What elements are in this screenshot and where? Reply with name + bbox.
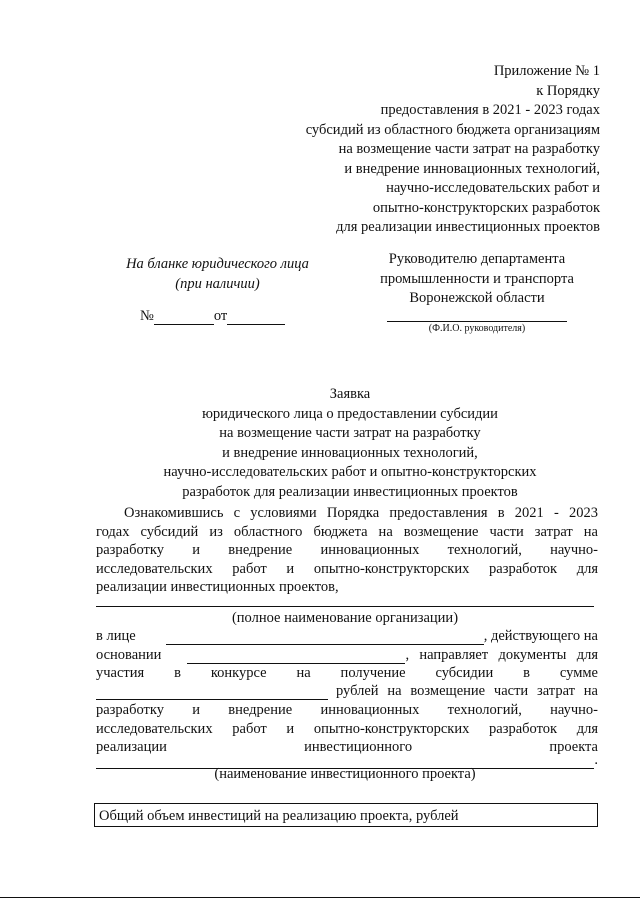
addressee-line: Воронежской области xyxy=(409,290,545,306)
appendix-line: и внедрение инновационных технологий, xyxy=(344,160,600,177)
appendix-line: предоставления в 2021 - 2023 годах xyxy=(380,102,600,118)
person-blank xyxy=(166,630,484,645)
appendix-line: на возмещение части затрат на разработку xyxy=(338,141,600,157)
participation-row xyxy=(96,665,598,682)
appendix-line: к Порядку xyxy=(536,82,600,99)
period: . xyxy=(594,752,598,768)
basis-row xyxy=(96,647,598,664)
amount-blank xyxy=(96,685,328,700)
basis-blank xyxy=(187,649,405,664)
acting-label: , действующего на xyxy=(483,628,598,644)
addressee-line: Руководителю департамента xyxy=(388,251,566,267)
in-person-row xyxy=(96,628,598,645)
letterhead-note xyxy=(100,254,335,294)
appendix-line: опытно-конструкторских разработок xyxy=(372,199,600,216)
letterhead-line: (при наличии) xyxy=(175,276,260,292)
paragraph-line: реализации инвестиционного проекта xyxy=(96,739,598,755)
number-blank xyxy=(154,310,214,325)
document-title xyxy=(100,385,600,502)
appendix-header xyxy=(180,62,600,238)
title-line: разработок для реализации инвестиционных проектов xyxy=(182,483,518,500)
title-line: научно-исследовательских работ и опытно-конструкторских xyxy=(163,464,537,480)
paragraph-line: исследовательских работ и опытно-конструкторских разработок для xyxy=(96,560,598,577)
title-line: на возмещение части затрат на разработку xyxy=(219,425,481,441)
title-line: и внедрение инновационных технологий, xyxy=(222,444,478,461)
from-label: от xyxy=(213,308,228,324)
project-paragraph xyxy=(96,701,598,757)
paragraph-line: реализации инвестиционных проектов, xyxy=(96,579,339,595)
appendix-line: научно-исследовательских работ и xyxy=(386,180,600,196)
page-bottom-rule xyxy=(0,897,640,898)
in-person-label: в лице xyxy=(96,628,136,644)
paragraph-line: разработку и внедрение инновационных технологий, научно- xyxy=(96,702,598,718)
rubles-label: рублей на возмещение части затрат на xyxy=(336,683,598,699)
org-name-blank xyxy=(96,606,594,607)
amount-row xyxy=(96,683,598,700)
sends-label: , направляет документы для xyxy=(405,647,598,663)
title-line: юридического лица о предоставлении субсидии xyxy=(202,405,498,422)
paragraph-line: Ознакомившись с условиями Порядка предоставления в 2021 - 2023 xyxy=(124,505,598,521)
title-line: Заявка xyxy=(329,386,371,402)
participation-label: участия в конкурсе на получение субсидии в сумме xyxy=(96,665,598,681)
investment-total-label: Общий объем инвестиций на реализацию проекта, рублей xyxy=(99,808,459,824)
addressee-line: промышленности и транспорта xyxy=(380,270,574,287)
appendix-line: для реализации инвестиционных проектов xyxy=(336,219,600,235)
paragraph-line: годах субсидий из областного бюджета на возмещение части затрат на xyxy=(96,523,598,540)
addressee-block xyxy=(358,250,596,309)
number-date-line xyxy=(140,308,285,325)
org-name-caption: (полное наименование организации) xyxy=(231,610,459,626)
appendix-line: Приложение № 1 xyxy=(493,63,600,79)
date-blank xyxy=(227,310,285,325)
paragraph-line: исследовательских работ и опытно-конструкторских разработок для xyxy=(96,720,598,737)
appendix-line: субсидий из областного бюджета организациям xyxy=(305,121,600,138)
letterhead-line: На бланке юридического лица xyxy=(126,256,309,272)
number-label: № xyxy=(140,308,154,324)
investment-total-box xyxy=(94,803,598,827)
project-name-caption: (наименование инвестиционного проекта) xyxy=(214,766,476,782)
fio-blank xyxy=(387,320,567,322)
paragraph-line: разработку и внедрение инновационных технологий, научно- xyxy=(96,542,598,558)
fio-caption: (Ф.И.О. руководителя) xyxy=(428,323,526,334)
intro-paragraph xyxy=(96,504,598,597)
basis-label: основании xyxy=(96,647,162,663)
